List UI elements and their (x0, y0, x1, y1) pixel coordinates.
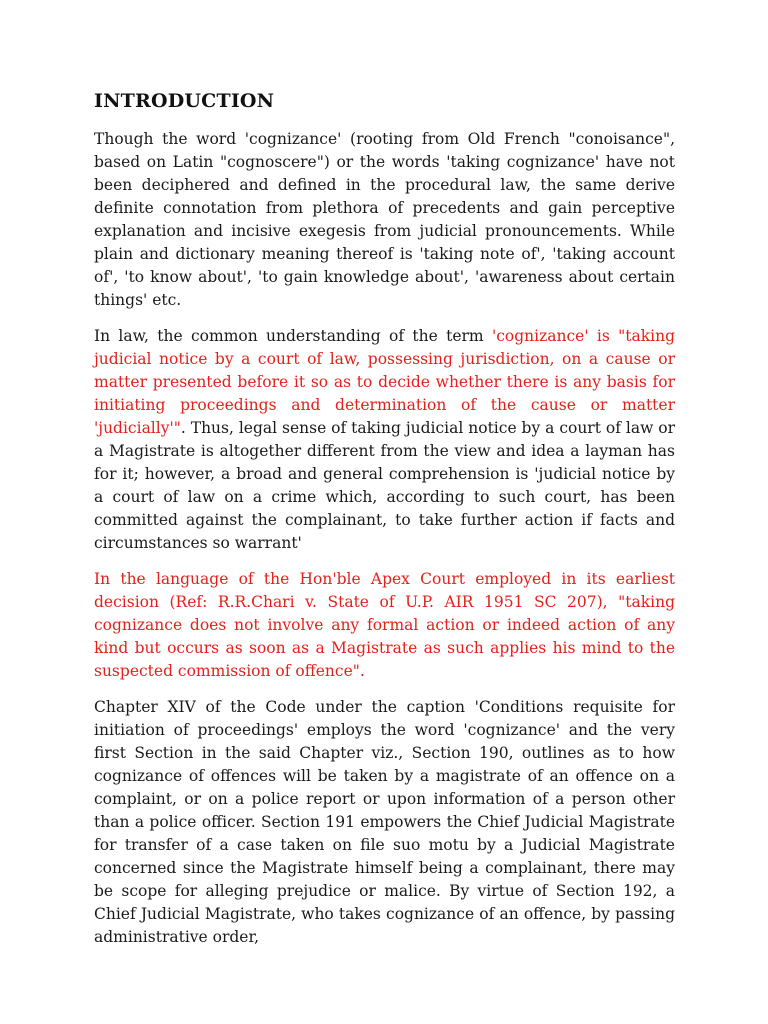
paragraph-cognizance-etymology: Though the word 'cognizance' (rooting from Old French "conoisance", based on Latin "cognoscere") or the words 'taking cognizance' have not been deciphered and defined in the procedural law, the same derive definite connotation from plethora of precedents and gain perceptive explanation and incisive exegesis from judicial pronouncements. While plain and dictionary meaning thereof is 'taking note of', 'taking account of', 'to know about', 'to gain knowledge about', 'awareness about certain things' etc. (94, 130, 675, 309)
paragraph-legal-understanding (94, 325, 675, 555)
paragraph-legal-rest: . Thus, legal sense of taking judicial notice by a court of law or a Magistrate is altogether different from the view and idea a layman has for it; however, a broad and general comprehension is 'judicial notice by a court of law on a crime which, according to such court, has been committed against the complainant, to take further action if facts and circumstances so warrant' (94, 419, 676, 552)
paragraph-chapter-xiv: Chapter XIV of the Code under the caption 'Conditions requisite for initiation of proceedings' employs the word 'cognizance' and the very first Section in the said Chapter viz., Section 190, outlines as to how cognizance of offences will be taken by a magistrate of an offence on a complaint, or on a police report or upon information of a person other than a police officer. Section 191 empowers the Chief Judicial Magistrate for transfer of a case taken on file suo motu by a Judicial Magistrate concerned since the Magistrate himself being a complainant, there may be scope for alleging prejudice or malice. By virtue of Section 192, a Chief Judicial Magistrate, who takes cognizance of an offence, by passing administrative order, (94, 698, 675, 946)
section-heading: INTRODUCTION (94, 90, 275, 112)
cognizance-definition-highlight: 'cognizance' is "taking judicial notice by a court of law, possessing jurisdiction, on a cause or matter presented before it so as to decide whether there is any basis for initiating proceedings and determination of the cause or matter 'judicially'" (94, 327, 675, 437)
paragraph-legal-intro: In law, the common understanding of the term (94, 327, 492, 345)
paragraph-apex-court-quote: In the language of the Hon'ble Apex Court employed in its earliest decision (Ref: R.R.Chari v. State of U.P. AIR 1951 SC 207), "taking cognizance does not involve any formal action or indeed action of any kind but occurs as soon as a Magistrate as such applies his mind to the suspected commission of offence". (94, 570, 675, 680)
document-body (94, 88, 675, 962)
